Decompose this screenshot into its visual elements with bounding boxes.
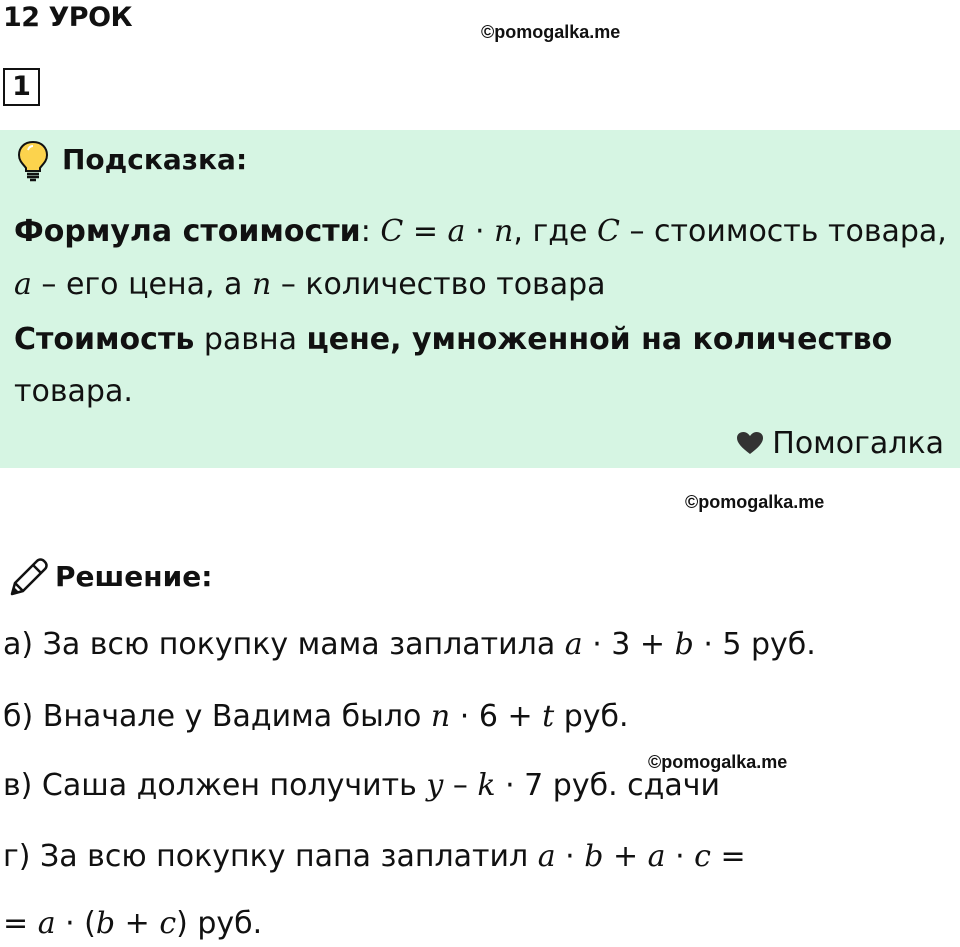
rule-line (14, 322, 892, 357)
sol-c-var2: k (477, 768, 496, 803)
task-number-box: 1 (3, 68, 40, 106)
var-C: C (380, 214, 404, 249)
sol-b-text: б) Вначале у Вадима было (3, 699, 431, 734)
cost-bold: Стоимость (14, 322, 195, 357)
var-C-2: C (596, 214, 620, 249)
solution-b (3, 699, 629, 734)
cost-desc: – стоимость товара, (619, 214, 947, 249)
sol-a-mid1: · 3 + (582, 627, 675, 662)
solution-d (3, 839, 746, 874)
where-text: , где (513, 214, 597, 249)
sol-e-mid1: · ( (55, 906, 96, 941)
sol-b-mid1: · 6 + (450, 699, 543, 734)
solution-title: Решение: (55, 560, 213, 593)
sol-e-var2: b (95, 906, 116, 941)
sol-c-mid2: · 7 руб. сдачи (495, 768, 721, 803)
sol-a-mid2: · 5 руб. (693, 627, 816, 662)
hint-title: Подсказка: (62, 143, 248, 176)
var-a: a (447, 214, 466, 249)
sol-a-text: а) За всю покупку мама заплатила (3, 627, 565, 662)
sol-d-var1: a (537, 839, 556, 874)
sol-c-text: в) Саша должен получить (3, 768, 427, 803)
n-desc: – количество товара (271, 267, 606, 302)
sol-e-text: = (3, 906, 38, 941)
sol-e-mid2: + (115, 906, 160, 941)
sol-d-mid1: · (555, 839, 585, 874)
price-bold: цене, умноженной на количество (306, 322, 893, 357)
brand-signature (736, 426, 944, 461)
var-a-2: a (14, 267, 32, 302)
equals-sign: = (403, 214, 448, 249)
dot-operator: · (465, 214, 495, 249)
sol-a-var1: a (564, 627, 583, 662)
sol-e-var1: a (37, 906, 56, 941)
colon: : (360, 214, 381, 249)
solution-a (3, 627, 816, 662)
sol-d-mid3: · (665, 839, 695, 874)
sol-a-var2: b (674, 627, 694, 662)
lightbulb-icon (16, 140, 50, 182)
sol-e-mid3: ) руб. (176, 906, 263, 941)
equals-word: равна (194, 322, 307, 357)
heart-icon (736, 431, 764, 455)
sol-b-var1: n (430, 699, 451, 734)
solution-c (3, 768, 720, 803)
brand-name: Помогалка (772, 426, 944, 461)
rule-line-end: товара. (14, 374, 133, 409)
sol-d-var2: b (584, 839, 604, 874)
formula-desc-line (14, 267, 606, 302)
watermark: ©pomogalka.me (481, 22, 621, 42)
sol-b-var2: t (542, 699, 555, 734)
sol-e-var3: c (159, 906, 177, 941)
sol-b-mid2: руб. (554, 699, 629, 734)
sol-d-text: г) За всю покупку папа заплатил (3, 839, 538, 874)
var-n-2: n (251, 267, 272, 302)
a-desc: – его цена, а (31, 267, 252, 302)
sol-c-mid1: – (443, 768, 478, 803)
sol-d-mid2: + (603, 839, 648, 874)
sol-d-var3: a (647, 839, 666, 874)
sol-d-var4: c (694, 839, 711, 874)
watermark-3: ©pomogalka.me (648, 752, 788, 772)
formula-line (14, 214, 947, 249)
formula-label: Формула стоимости (14, 214, 361, 249)
lesson-title: 12 УРОК (3, 2, 133, 33)
solution-e (3, 906, 262, 941)
pencil-icon (6, 556, 50, 600)
sol-c-var1: y (426, 768, 444, 803)
var-n: n (494, 214, 514, 249)
watermark-2: ©pomogalka.me (685, 492, 825, 512)
sol-d-mid4: = (710, 839, 746, 874)
